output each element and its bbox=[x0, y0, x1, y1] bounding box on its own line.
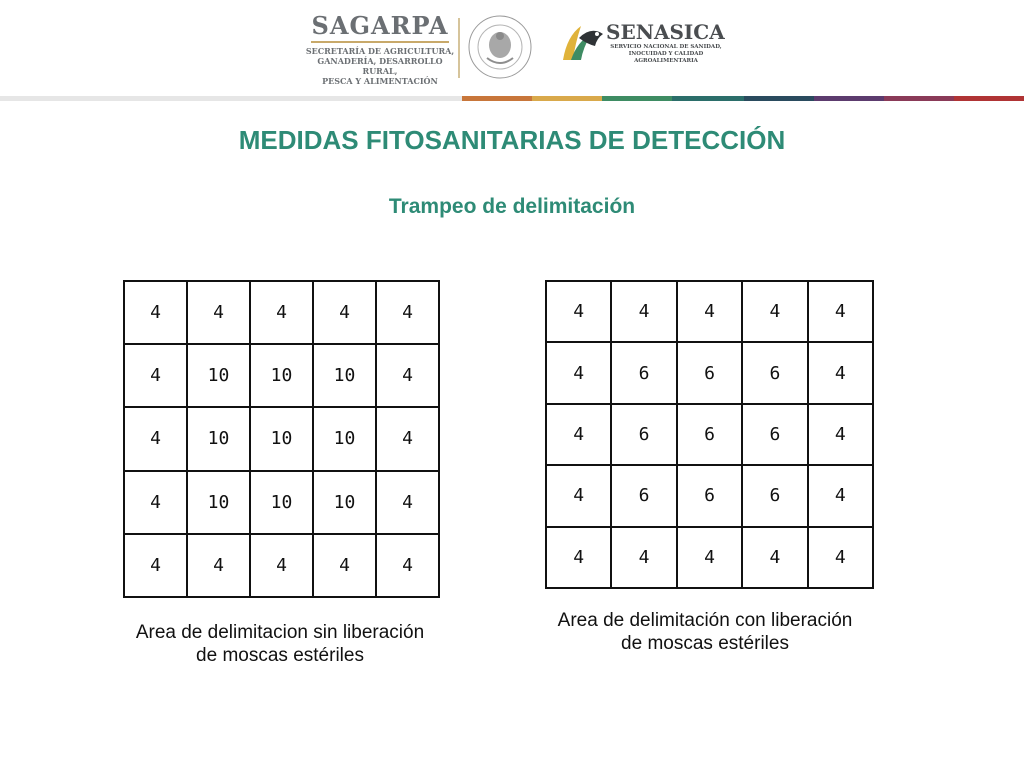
grid-cell: 4 bbox=[187, 534, 250, 597]
grid-cell: 4 bbox=[124, 471, 187, 534]
grid-cell: 6 bbox=[677, 404, 742, 465]
caption-line: de moscas estériles bbox=[621, 633, 789, 654]
grid-cell: 4 bbox=[187, 281, 250, 344]
senasica-logo bbox=[606, 20, 726, 65]
grid-cell: 10 bbox=[313, 471, 376, 534]
grid-cell: 4 bbox=[376, 281, 439, 344]
grid-cell: 4 bbox=[546, 527, 611, 588]
grid-cell: 4 bbox=[742, 281, 807, 342]
grid-cell: 4 bbox=[376, 534, 439, 597]
caption-with-release bbox=[505, 609, 905, 655]
color-bar-segment bbox=[602, 96, 672, 101]
grid-cell: 6 bbox=[611, 404, 676, 465]
grid-cell: 4 bbox=[313, 281, 376, 344]
sagarpa-name: SAGARPA bbox=[311, 11, 449, 40]
grid-cell: 6 bbox=[677, 465, 742, 526]
senasica-emblem-icon bbox=[557, 20, 605, 64]
grid-cell: 4 bbox=[611, 527, 676, 588]
grid-cell: 4 bbox=[313, 534, 376, 597]
color-bar-segment bbox=[744, 96, 814, 101]
sagarpa-subtitle-1: SECRETARÍA DE AGRICULTURA, bbox=[305, 46, 455, 56]
color-bar-segment bbox=[884, 96, 954, 101]
grid-cell: 6 bbox=[742, 404, 807, 465]
grid-cell: 4 bbox=[677, 281, 742, 342]
grid-cell: 4 bbox=[808, 527, 873, 588]
grid-cell: 4 bbox=[376, 344, 439, 407]
grid-cell: 4 bbox=[376, 407, 439, 470]
grid-cell: 4 bbox=[546, 342, 611, 403]
page-title: MEDIDAS FITOSANITARIAS DE DETECCIÓN bbox=[238, 125, 786, 155]
color-bar-segment bbox=[814, 96, 884, 101]
grid-cell: 10 bbox=[313, 407, 376, 470]
senasica-subtitle-2: INOCUIDAD Y CALIDAD bbox=[628, 51, 704, 57]
grid-cell: 4 bbox=[124, 344, 187, 407]
senasica-subtitle-3: AGROALIMENTARIA bbox=[634, 58, 698, 64]
color-bar-segment bbox=[672, 96, 744, 101]
grid-cell: 4 bbox=[808, 342, 873, 403]
grid-cell: 4 bbox=[611, 281, 676, 342]
grid-cell: 6 bbox=[611, 465, 676, 526]
sagarpa-subtitle-3: PESCA Y ALIMENTACIÓN bbox=[322, 76, 438, 86]
grid-cell: 4 bbox=[677, 527, 742, 588]
grid-cell: 4 bbox=[808, 281, 873, 342]
color-bar-segment bbox=[462, 96, 532, 101]
grid-cell: 4 bbox=[124, 407, 187, 470]
grid-cell: 4 bbox=[808, 465, 873, 526]
senasica-subtitle-1: SERVICIO NACIONAL DE SANIDAD, bbox=[610, 44, 722, 50]
grid-cell: 6 bbox=[677, 342, 742, 403]
grid-cell: 4 bbox=[742, 527, 807, 588]
delimitation-grid-with-release bbox=[545, 280, 874, 589]
header bbox=[0, 0, 1024, 100]
grid-cell: 4 bbox=[546, 465, 611, 526]
caption-line: de moscas estériles bbox=[196, 645, 364, 666]
grid-cell: 4 bbox=[376, 471, 439, 534]
grid-cell: 10 bbox=[187, 344, 250, 407]
grid-cell: 4 bbox=[808, 404, 873, 465]
grid-cell: 6 bbox=[611, 342, 676, 403]
senasica-name: SENASICA bbox=[606, 20, 725, 44]
grid-cell: 4 bbox=[546, 281, 611, 342]
grid-cell: 10 bbox=[250, 407, 313, 470]
grid-cell: 10 bbox=[187, 471, 250, 534]
grid-cell: 10 bbox=[250, 471, 313, 534]
mexico-seal-icon bbox=[465, 12, 535, 82]
grid-cell: 10 bbox=[313, 344, 376, 407]
color-bar-segment bbox=[954, 96, 1024, 101]
grid-cell: 10 bbox=[250, 344, 313, 407]
logo-divider bbox=[458, 18, 460, 78]
delimitation-grid-without-release bbox=[123, 280, 440, 598]
grid-cell: 10 bbox=[187, 407, 250, 470]
caption-line: Area de delimitación con liberación bbox=[557, 610, 853, 631]
grid-cell: 4 bbox=[250, 281, 313, 344]
sagarpa-logo bbox=[305, 12, 455, 86]
color-bar-segment bbox=[0, 96, 462, 101]
grid-cell: 4 bbox=[546, 404, 611, 465]
sagarpa-subtitle-2: GANADERÍA, DESARROLLO RURAL, bbox=[317, 56, 443, 76]
grid-cell: 4 bbox=[250, 534, 313, 597]
grid-cell: 6 bbox=[742, 465, 807, 526]
sagarpa-rule bbox=[311, 41, 449, 43]
grid-cell: 4 bbox=[124, 281, 187, 344]
page-subtitle: Trampeo de delimitación bbox=[388, 195, 636, 218]
caption-line: Area de delimitacion sin liberación bbox=[135, 622, 425, 643]
color-bar-segment bbox=[532, 96, 602, 101]
caption-without-release bbox=[95, 621, 465, 667]
grid-cell: 4 bbox=[124, 534, 187, 597]
grid-cell: 6 bbox=[742, 342, 807, 403]
